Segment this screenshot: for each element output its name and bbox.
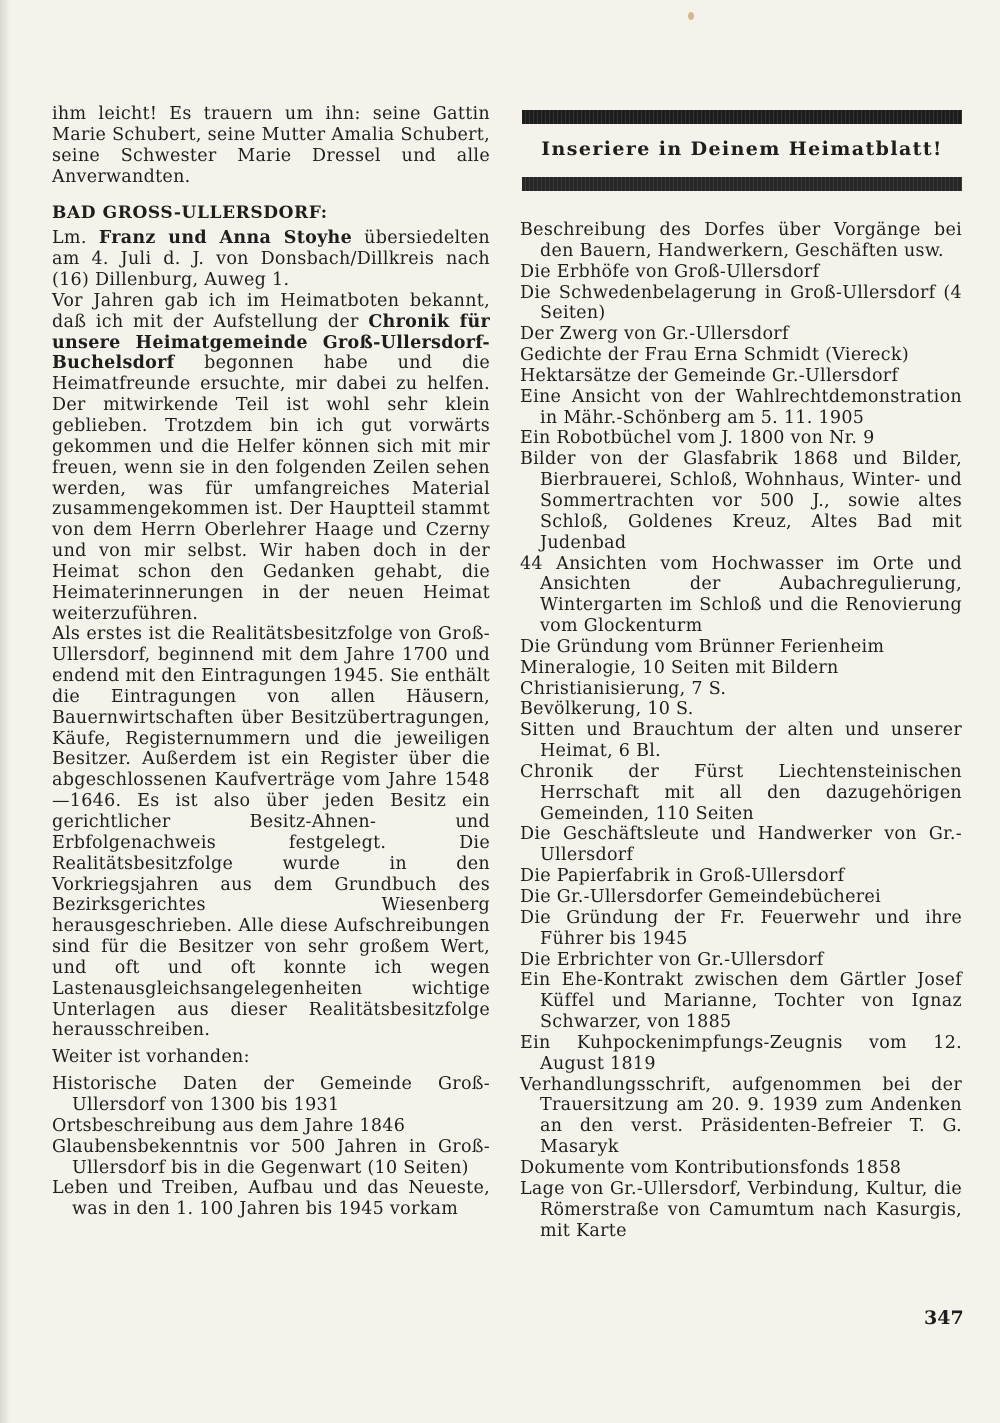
list-item: Der Zwerg von Gr.-Ullersdorf bbox=[520, 324, 789, 345]
right-column bbox=[520, 220, 962, 1241]
list-item: Die Erbhöfe von Groß-Ullersdorf bbox=[520, 261, 820, 282]
list-item: Hektarsätze der Gemeinde Gr.-Ullersdorf bbox=[520, 365, 899, 386]
advertisement-box bbox=[522, 110, 962, 191]
list-item: Mineralogie, 10 Seiten mit Bildern bbox=[520, 657, 839, 678]
list-item: Ein Kuhpockenimpfungs-Zeugnis vom 12. August 1819 bbox=[520, 1032, 962, 1074]
list-intro: Weiter ist vorhanden: bbox=[52, 1047, 250, 1068]
list-item: Ein Ehe-Kontrakt zwischen dem Gärtler Josef Küffel und Marianne, Tochter von Ignaz Schwarzer, von 1885 bbox=[520, 970, 962, 1033]
paragraph-realitaet: Als erstes ist die Realitätsbesitzfolge von Groß-Ullersdorf, beginnend mit dem Jahre 1700 und endend mit den Eintragungen 1945. Sie enthält die Eintragungen von allen Häusern, Bauernwirtschaften über Besitzübertragungen, Käufe, Registernummern und die jeweiligen Besitzer. Außerdem ist ein Register über die abgeschlossenen Kaufverträge vom Jahre 1548—1646. Es ist also über jeden Besitz ein gerichtlicher Besitz-Ahnen- und Erbfolgenachweis festgelegt. Die Realitätsbesitzfolge wurde in den Vorkriegsjahren aus dem Grundbuch des Bezirksgerichtes Wiesenberg herausgeschrieben. Alle diese Aufschreibungen sind für die Besitzer von sehr großem Wert, und oft und oft konnte ich wegen Lastenausgleichsangelegenheiten wichtige Unterlagen aus dieser Realitätsbesitzfolge herausschreiben. bbox=[52, 624, 490, 1041]
list-item: 44 Ansichten vom Hochwasser im Orte und Ansichten der Aubachregulierung, Wintergarten im Schloß und die Renovierung vom Glockenturm bbox=[520, 553, 962, 637]
ad-bar-top bbox=[522, 110, 962, 124]
paragraph-move bbox=[52, 228, 490, 291]
list-item: Die Papierfabrik in Groß-Ullersdorf bbox=[520, 866, 845, 887]
section-heading: BAD GROSS-ULLERSDORF: bbox=[52, 203, 328, 224]
left-column bbox=[52, 104, 490, 1220]
ad-bar-bottom bbox=[522, 177, 962, 191]
list-item: Dokumente vom Kontributionsfonds 1858 bbox=[520, 1157, 902, 1178]
list-item: Christianisierung, 7 S. bbox=[520, 678, 727, 699]
ad-text: Inseriere in Deinem Heimatblatt! bbox=[541, 138, 943, 160]
para1-names: Franz und Anna Stoyhe bbox=[98, 228, 352, 249]
para1-prefix: Lm. bbox=[52, 228, 99, 249]
list-item: Die Schwedenbelagerung in Groß-Ullersdorf (4 Seiten) bbox=[520, 282, 962, 324]
list-item: Chronik der Fürst Liechtensteinischen Herrschaft mit all den dazugehörigen Gemeinden, 110 Seiten bbox=[520, 761, 962, 824]
list-item: Sitten und Brauchtum der alten und unserer Heimat, 6 Bl. bbox=[520, 720, 962, 762]
page-number: 347 bbox=[924, 1307, 964, 1329]
list-item: Ein Robotbüchel vom J. 1800 von Nr. 9 bbox=[520, 428, 875, 449]
list-item: Glaubensbekenntnis vor 500 Jahren in Groß-Ullersdorf bis in die Gegenwart (10 Seiten) bbox=[52, 1136, 490, 1178]
page-edge bbox=[0, 0, 10, 1423]
list-item: Historische Daten der Gemeinde Groß-Ullersdorf von 1300 bis 1931 bbox=[52, 1074, 490, 1115]
list-item: Die Gründung der Fr. Feuerwehr und ihre Führer bis 1945 bbox=[520, 907, 962, 949]
para2-prefix: Vor Jahren gab ich im Heimatboten bekannt, daß ich mit der Aufstellung der bbox=[52, 290, 490, 332]
list-item: Die Erbrichter von Gr.-Ullersdorf bbox=[520, 949, 824, 970]
list-item: Verhandlungsschrift, aufgenommen bei der Trauersitzung am 20. 9. 1939 zum Andenken an den verst. Präsidenten-Befreier T. G. Masaryk bbox=[520, 1074, 962, 1158]
list-item: Die Gründung vom Brünner Ferienheim bbox=[520, 636, 885, 657]
list-item: Bevölkerung, 10 S. bbox=[520, 699, 694, 720]
list-item: Die Geschäftsleute und Handwerker von Gr.-Ullersdorf bbox=[520, 824, 962, 866]
list-item: Gedichte der Frau Erna Schmidt (Viereck) bbox=[520, 345, 909, 366]
list-item: Ortsbeschreibung aus dem Jahre 1846 bbox=[52, 1115, 406, 1136]
para2-rest: begonnen habe und die Heimatfreunde ersuchte, mir dabei zu helfen. Der mitwirkende Teil ist wohl sehr klein geblieben. Trotzdem bin ich gut vorwärts gekommen und die Helfer können sich mit mir freuen, wenn sie in den folgenden Zeilen sehen werden, was für umfangreiches Material zusammengekommen ist. Der Hauptteil stammt von dem Herrn Oberlehrer Haage und Czerny und von mir selbst. Wir haben doch in der Heimat schon den Gedanken gehabt, die Heimaterinnerungen in der neuen Heimat weiterzuführen. bbox=[52, 353, 490, 624]
list-item: Eine Ansicht von der Wahlrechtdemonstration in Mähr.-Schönberg am 5. 11. 1905 bbox=[520, 386, 962, 428]
list-item: Beschreibung des Dorfes über Vorgänge bei den Bauern, Handwerkern, Geschäften usw. bbox=[520, 220, 962, 261]
para1-rest: übersiedelten am 4. Juli d. J. von Donsbach/Dillkreis nach (16) Dillenburg, Auweg 1. bbox=[52, 228, 490, 291]
list-item: Die Gr.-Ullersdorfer Gemeindebücherei bbox=[520, 887, 881, 907]
opening-paragraph: ihm leicht! Es trauern um ihn: seine Gattin Marie Schubert, seine Mutter Amalia Schubert, seine Schwester Marie Dressel und alle Anverwandten. bbox=[52, 104, 490, 187]
para2-bold: Chronik für unsere Heimatgemeinde Groß-Ullersdorf-Buchelsdorf bbox=[52, 311, 490, 374]
list-item: Leben und Treiben, Aufbau und das Neueste, was in den 1. 100 Jahren bis 1945 vorkam bbox=[52, 1178, 490, 1220]
paragraph-chronik bbox=[52, 291, 490, 625]
list-item: Bilder von der Glasfabrik 1868 und Bilder, Bierbrauerei, Schloß, Wohnhaus, Winter- und Sommertrachten vor 500 J., sowie altes Schloß, Goldenes Kreuz, Altes Bad mit Judenbad bbox=[520, 449, 962, 553]
list-item: Lage von Gr.-Ullersdorf, Verbindung, Kultur, die Römerstraße von Camumtum nach Kasurgis, mit Karte bbox=[520, 1178, 962, 1241]
ink-spot bbox=[688, 12, 694, 20]
